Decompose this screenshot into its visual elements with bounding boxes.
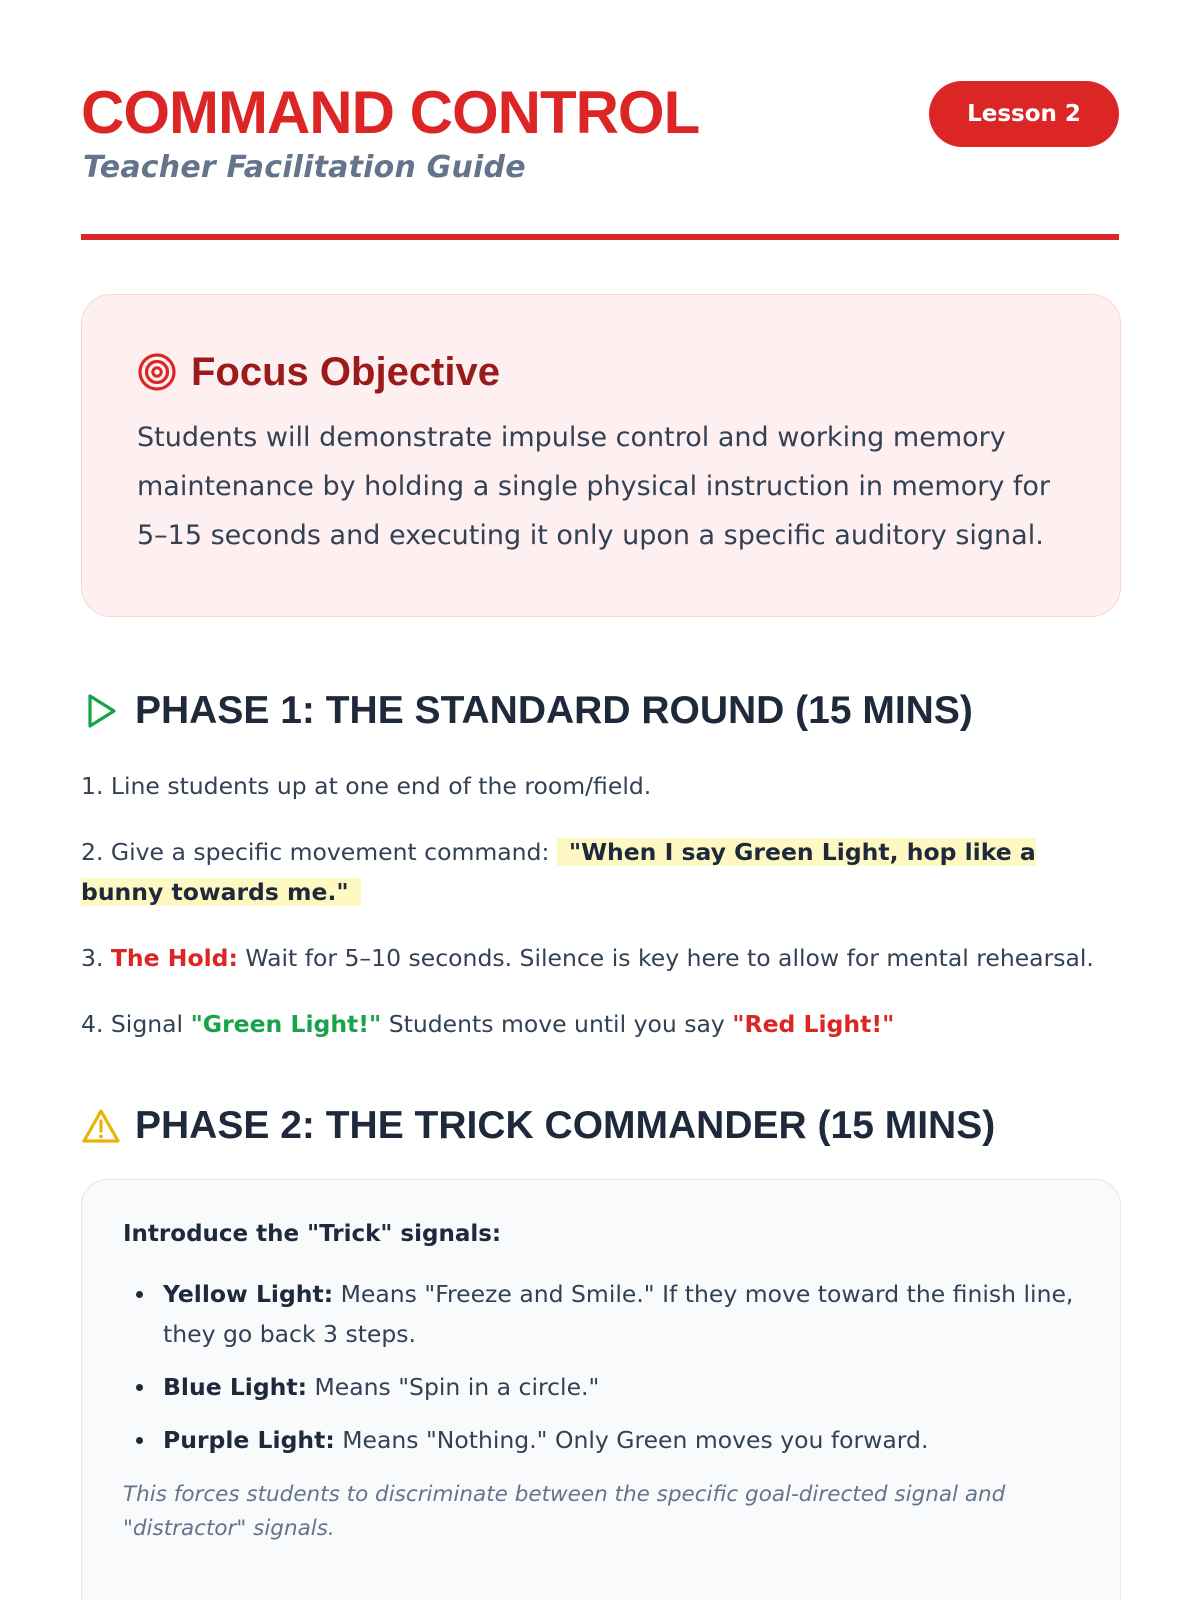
signal-label: Purple Light: — [163, 1426, 335, 1454]
list-item — [123, 1367, 1080, 1407]
step-number: 3. — [81, 944, 111, 972]
target-icon — [137, 352, 177, 392]
signal-text: Means "Freeze and Smile." If they move toward the finish line, they go back 3 steps. — [163, 1280, 1074, 1348]
step-item — [81, 766, 1121, 806]
play-icon — [81, 691, 121, 731]
green-light-signal: "Green Light!" — [190, 1010, 382, 1038]
warning-icon — [81, 1106, 121, 1146]
trick-note: This forces students to discriminate between the specific goal-directed signal and "distractor" signals. — [123, 1482, 1006, 1541]
step-text: 2. Give a specific movement command: — [81, 838, 557, 866]
list-item — [123, 1420, 1080, 1460]
phase-2-heading — [81, 1101, 995, 1151]
bullet-icon — [136, 1384, 143, 1391]
page-header — [81, 0, 1119, 244]
page-title: COMMAND CONTROL — [81, 79, 700, 146]
step-text: 1. Line students up at one end of the room/field. — [81, 772, 652, 800]
bullet-icon — [136, 1437, 143, 1444]
phase-2-title: PHASE 2: THE TRICK COMMANDER (15 MINS) — [135, 1104, 996, 1147]
step-text: Wait for 5–10 seconds. Silence is key here to allow for mental rehearsal. — [237, 944, 1094, 972]
step-item — [81, 938, 1121, 978]
focus-objective-text: Students will demonstrate impulse control and working memory maintenance by holding a single physical instruction in memory for 5–15 seconds and executing it only upon a specific auditory signal. — [137, 422, 1051, 551]
hold-label: The Hold: — [110, 944, 238, 972]
page-subtitle: Teacher Facilitation Guide — [83, 150, 526, 185]
lesson-badge: Lesson 2 — [929, 81, 1119, 147]
phase-1-heading — [81, 686, 973, 736]
signal-label: Blue Light: — [163, 1373, 308, 1401]
step-text: 4. Signal — [81, 1010, 191, 1038]
signal-text: Means "Nothing." Only Green moves you forward. — [334, 1426, 929, 1454]
phase-1-title: PHASE 1: THE STANDARD ROUND (15 MINS) — [135, 689, 973, 732]
phase-1-steps — [81, 766, 1121, 1070]
step-text: Students move until you say — [381, 1010, 733, 1038]
step-item — [81, 1004, 1121, 1044]
step-item — [81, 832, 1121, 912]
command-highlight: "When I say Green Light, hop like a bunny towards me." — [81, 838, 1036, 906]
trick-signals-card — [81, 1179, 1121, 1600]
signal-label: Yellow Light: — [163, 1280, 334, 1308]
bullet-icon — [136, 1291, 143, 1298]
signal-text: Means "Spin in a circle." — [307, 1373, 600, 1401]
trick-signals-list — [123, 1274, 1080, 1460]
focus-objective-card — [81, 294, 1121, 617]
focus-objective-title: Focus Objective — [191, 349, 500, 394]
red-light-signal: "Red Light!" — [732, 1010, 895, 1038]
header-divider — [81, 234, 1119, 240]
focus-objective-header — [137, 347, 1066, 397]
trick-intro: Introduce the "Trick" signals: — [123, 1221, 502, 1247]
list-item — [123, 1274, 1080, 1354]
